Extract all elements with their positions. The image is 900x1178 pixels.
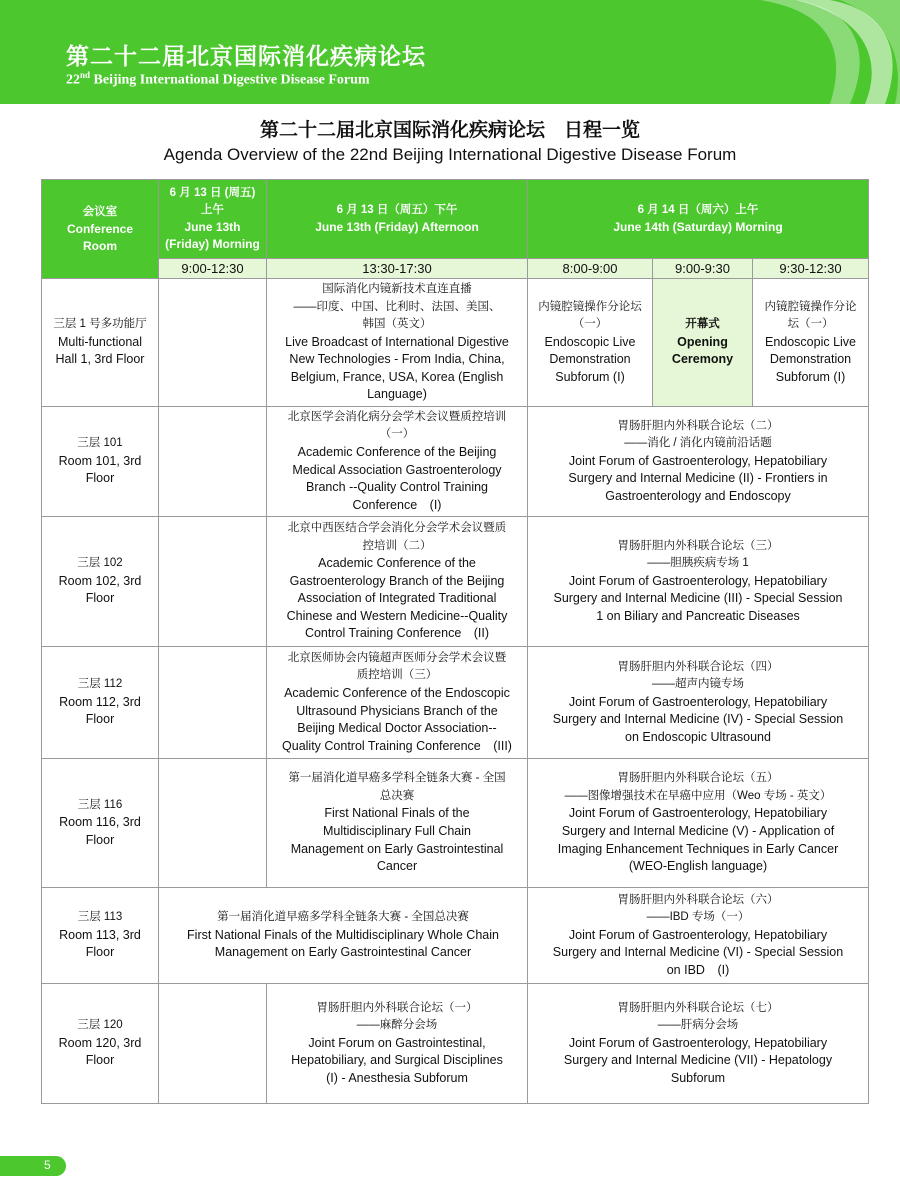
cell-line: Floor	[85, 471, 115, 486]
cell-line: Endoscopic Live	[544, 334, 636, 349]
cell-line: Surgery and Internal Medicine (III) - Special Session	[553, 591, 843, 606]
cell-line: Room 116, 3rd	[59, 815, 141, 830]
empty-cell	[159, 407, 267, 517]
empty-cell	[159, 647, 267, 759]
table-row-113	[42, 888, 869, 984]
table-row-102	[42, 517, 869, 647]
cell-line: Floor	[85, 1053, 115, 1068]
cell-line: Quality Control Training Conference (III)	[282, 738, 512, 753]
cell-line: Room 113, 3rd	[59, 927, 141, 942]
cell-line: 三层 112	[77, 678, 123, 691]
cell-line: 第一届消化道早癌多学科全链条大赛 - 全国	[288, 772, 506, 785]
cell-line: 三层 1 号多功能厅	[53, 318, 147, 331]
session-cell	[528, 279, 653, 407]
cell-line: Floor	[85, 591, 115, 606]
cell-line: June 13th (Friday) Afternoon	[315, 220, 479, 234]
cell-line: 三层 102	[77, 557, 123, 570]
room-header	[42, 180, 159, 279]
cell-line: 胃肠肝胆内外科联合论坛（七）	[617, 1001, 779, 1014]
session-cell	[267, 517, 528, 647]
page-title-en: Agenda Overview of the 22nd Beijing International Digestive Disease Forum	[163, 145, 737, 164]
table-row-hall1	[42, 279, 869, 407]
cell-line: Room 101, 3rd	[58, 453, 142, 468]
cell-line: Room 102, 3rd	[58, 573, 142, 588]
table-row-120	[42, 984, 869, 1104]
cell-line: ——IBD 专场（一）	[646, 911, 750, 924]
cell-line: on Endoscopic Ultrasound	[625, 729, 771, 744]
cell-line: Chinese and Western Medicine--Quality	[286, 608, 508, 623]
room-cell	[42, 984, 159, 1104]
cell-line: Management on Early Gastrointestinal Cancer	[214, 945, 472, 960]
cell-line: Academic Conference of the	[318, 556, 476, 571]
cell-line: Joint Forum of Gastroenterology, Hepatobiliary	[568, 806, 828, 821]
cell-line: 内镜腔镜操作分论	[764, 300, 857, 313]
cell-line: Ultrasound Physicians Branch of the	[296, 703, 498, 718]
cell-line: 胃肠肝胆内外科联合论坛（五）	[617, 772, 779, 785]
cell-line: Academic Conference of the Beijing	[297, 444, 497, 459]
cell-line: Hall 1, 3rd Floor	[55, 352, 145, 367]
fri-afternoon-header	[267, 180, 528, 259]
cell-line: 控培训（二）	[362, 539, 432, 552]
cell-line: Subforum (I)	[775, 369, 846, 384]
cell-line: ——胆胰疾病专场 1	[647, 557, 749, 570]
cell-line: Belgium, France, USA, Korea (English	[290, 369, 504, 384]
cell-line: Conference	[66, 221, 134, 236]
page-number-tab	[0, 1156, 66, 1176]
cell-line: Surgery and Internal Medicine (IV) - Special Session	[552, 712, 844, 727]
cell-line: 胃肠肝胆内外科联合论坛（六）	[617, 893, 779, 906]
cell-line: Subforum (I)	[555, 369, 625, 384]
cell-line: Beijing Medical Doctor Association--	[297, 721, 497, 736]
cell-line: Surgery and Internal Medicine (II) - Frontiers in	[568, 471, 828, 486]
cell-line: June 13th	[184, 220, 241, 234]
cell-line: 北京医学会消化病分会学术会议暨质控培训	[287, 410, 507, 423]
session-cell	[528, 647, 869, 759]
cell-line: Gastroenterology and Endoscopy	[605, 488, 791, 503]
room-cell	[42, 279, 159, 407]
session-cell	[267, 279, 528, 407]
header-banner	[0, 0, 900, 104]
cell-line: Association of Integrated Traditional	[297, 591, 497, 606]
cell-line: Surgery and Internal Medicine (VI) - Special Session	[552, 945, 844, 960]
cell-line: 会议室	[82, 205, 118, 218]
cell-line: Demonstration	[769, 352, 852, 367]
cell-line: Academic Conference of the Endoscopic	[284, 685, 510, 700]
banner-title-cn: 第二十二届北京国际消化疾病论坛	[66, 43, 426, 70]
cell-line: （一）	[379, 428, 415, 441]
cell-line: Language)	[367, 387, 427, 402]
cell-line: 胃肠肝胆内外科联合论坛（二）	[617, 419, 779, 432]
cell-line: Joint Forum of Gastroenterology, Hepatobiliary	[568, 453, 828, 468]
cell-line: Multidisciplinary Full Chain	[323, 824, 471, 838]
empty-cell	[159, 279, 267, 407]
session-cell	[528, 517, 869, 647]
cell-line: Joint Forum of Gastroenterology, Hepatobiliary	[568, 1035, 828, 1050]
cell-line: ——消化 / 消化内镜前沿话题	[624, 437, 772, 450]
cell-line: 三层 101	[77, 437, 123, 450]
cell-line: ——超声内镜专场	[652, 678, 744, 691]
cell-line: 上午	[201, 204, 224, 216]
session-cell	[528, 888, 869, 984]
room-cell	[42, 888, 159, 984]
session-cell	[267, 984, 528, 1104]
session-cell	[159, 888, 528, 984]
cell-line: 三层 116	[77, 798, 123, 811]
cell-line: Joint Forum of Gastroenterology, Hepatobiliary	[568, 573, 828, 588]
cell-line: ——印度、中国、比利时、法国、美国、	[293, 300, 501, 313]
sat-morning-header	[528, 180, 869, 259]
time-row	[42, 259, 869, 279]
cell-line: Joint Forum of Gastroenterology, Hepatobiliary	[568, 927, 828, 942]
cell-line: 内镜腔镜操作分论坛	[538, 300, 642, 313]
cell-line: Floor	[85, 712, 115, 727]
time-slot: 9:00-12:30	[159, 259, 267, 279]
time-slot: 13:30-17:30	[267, 259, 528, 279]
cell-line: Ceremony	[671, 352, 734, 367]
cell-line: 质控培训（三）	[356, 669, 438, 682]
cell-line: ——肝病分会场	[657, 1019, 739, 1032]
cell-line: 6 月 14 日（周六）上午	[637, 204, 759, 216]
cell-line: 三层 113	[77, 911, 123, 924]
session-cell	[267, 647, 528, 759]
cell-line: (Friday) Morning	[165, 237, 260, 251]
cell-line: 6 月 13 日（周五）下午	[336, 204, 458, 216]
cell-line: First National Finals of the Multidisciplinary Whole Chain	[187, 927, 499, 942]
cell-line: 国际消化内镜新技术直连直播	[322, 282, 472, 295]
cell-line: 韩国（英文）	[362, 318, 432, 331]
cell-line: Surgery and Internal Medicine (VII) - Hepatology	[563, 1053, 833, 1068]
cell-line: Control Training Conference (II)	[304, 626, 490, 641]
cell-line: Management on Early Gastrointestinal	[290, 841, 504, 856]
room-cell	[42, 759, 159, 888]
session-cell	[267, 407, 528, 517]
table-row-112	[42, 647, 869, 759]
page-title-cn: 第二十二届北京国际消化疾病论坛 日程一览	[259, 119, 640, 141]
cell-line: （一）	[572, 318, 608, 331]
cell-line: Floor	[85, 945, 115, 960]
session-cell	[528, 984, 869, 1104]
banner-title-en: 22nd Beijing International Digestive Disease Forum	[66, 70, 370, 88]
cell-line: Branch --Quality Control Training	[305, 480, 489, 495]
table-row-116	[42, 759, 869, 888]
cell-line: Hepatobiliary, and Surgical Disciplines	[291, 1053, 503, 1068]
cell-line: (I) - Anesthesia Subforum	[326, 1070, 468, 1085]
cell-line: ——图像增强技术在早癌中应用（Weo 专场 - 英文）	[564, 789, 832, 802]
cell-line: 胃肠肝胆内外科联合论坛（一）	[316, 1001, 478, 1014]
session-cell	[267, 759, 528, 888]
cell-line: Gastroenterology Branch of the Beijing	[289, 573, 505, 588]
empty-cell	[159, 517, 267, 647]
cell-line: Multi-functional	[57, 334, 143, 349]
cell-line: 北京中西医结合学会消化分会学术会议暨质	[287, 521, 507, 534]
swoosh-logo-icon	[700, 0, 900, 104]
cell-line: New Technologies - From India, China,	[289, 352, 505, 367]
cell-line: Cancer	[376, 859, 418, 874]
cell-line: Joint Forum on Gastrointestinal,	[308, 1035, 486, 1050]
cell-line: 第一届消化道早癌多学科全链条大赛 - 全国总决赛	[217, 911, 469, 924]
fri-morning-header	[159, 180, 267, 259]
cell-line: 三层 120	[77, 1019, 123, 1032]
empty-cell	[159, 984, 267, 1104]
cell-line: 1 on Biliary and Pancreatic Diseases	[596, 608, 800, 623]
room-cell	[42, 407, 159, 517]
header-row	[42, 180, 869, 259]
cell-line: Room 120, 3rd	[58, 1035, 142, 1050]
cell-line: ——麻醉分会场	[356, 1019, 438, 1032]
room-cell	[42, 517, 159, 647]
cell-line: Surgery and Internal Medicine (V) - Application of	[561, 824, 835, 838]
cell-line: 6 月 13 日 (周五)	[169, 187, 256, 199]
cell-line: 北京医师协会内镜超声医师分会学术会议暨	[287, 651, 507, 664]
cell-line: Opening	[677, 334, 728, 349]
cell-line: (WEO-English language)	[628, 859, 768, 874]
cell-line: Live Broadcast of International Digestive	[285, 334, 509, 349]
cell-line: Joint Forum of Gastroenterology, Hepatobiliary	[568, 694, 828, 709]
cell-line: 总决赛	[379, 789, 415, 802]
cell-line: on IBD (I)	[666, 962, 730, 977]
session-cell	[528, 759, 869, 888]
agenda-table	[41, 179, 869, 1104]
cell-line: 坛（一）	[787, 318, 834, 331]
cell-line: 开幕式	[685, 318, 720, 331]
cell-line: Floor	[85, 832, 115, 847]
cell-line: Room	[83, 238, 117, 253]
opening-ceremony-cell	[653, 279, 753, 407]
cell-line: 胃肠肝胆内外科联合论坛（四）	[617, 660, 779, 673]
time-slot: 9:00-9:30	[653, 259, 753, 279]
time-slot: 9:30-12:30	[753, 259, 869, 279]
cell-line: Demonstration	[549, 352, 631, 367]
cell-line: Endoscopic Live	[764, 334, 857, 349]
cell-line: Conference (I)	[352, 497, 442, 512]
cell-line: June 14th (Saturday) Morning	[613, 220, 783, 234]
table-row-101	[42, 407, 869, 517]
empty-cell	[159, 759, 267, 888]
cell-line: First National Finals of the	[324, 806, 470, 821]
cell-line: Subforum	[670, 1070, 726, 1085]
page-number: 5	[44, 1158, 51, 1172]
room-cell	[42, 647, 159, 759]
session-cell	[753, 279, 869, 407]
cell-line: Room 112, 3rd	[59, 694, 141, 709]
cell-line: Imaging Enhancement Techniques in Early Cancer	[557, 841, 839, 856]
session-cell	[528, 407, 869, 517]
cell-line: 胃肠肝胆内外科联合论坛（三）	[617, 539, 779, 552]
time-slot: 8:00-9:00	[528, 259, 653, 279]
cell-line: Medical Association Gastroenterology	[292, 462, 502, 477]
